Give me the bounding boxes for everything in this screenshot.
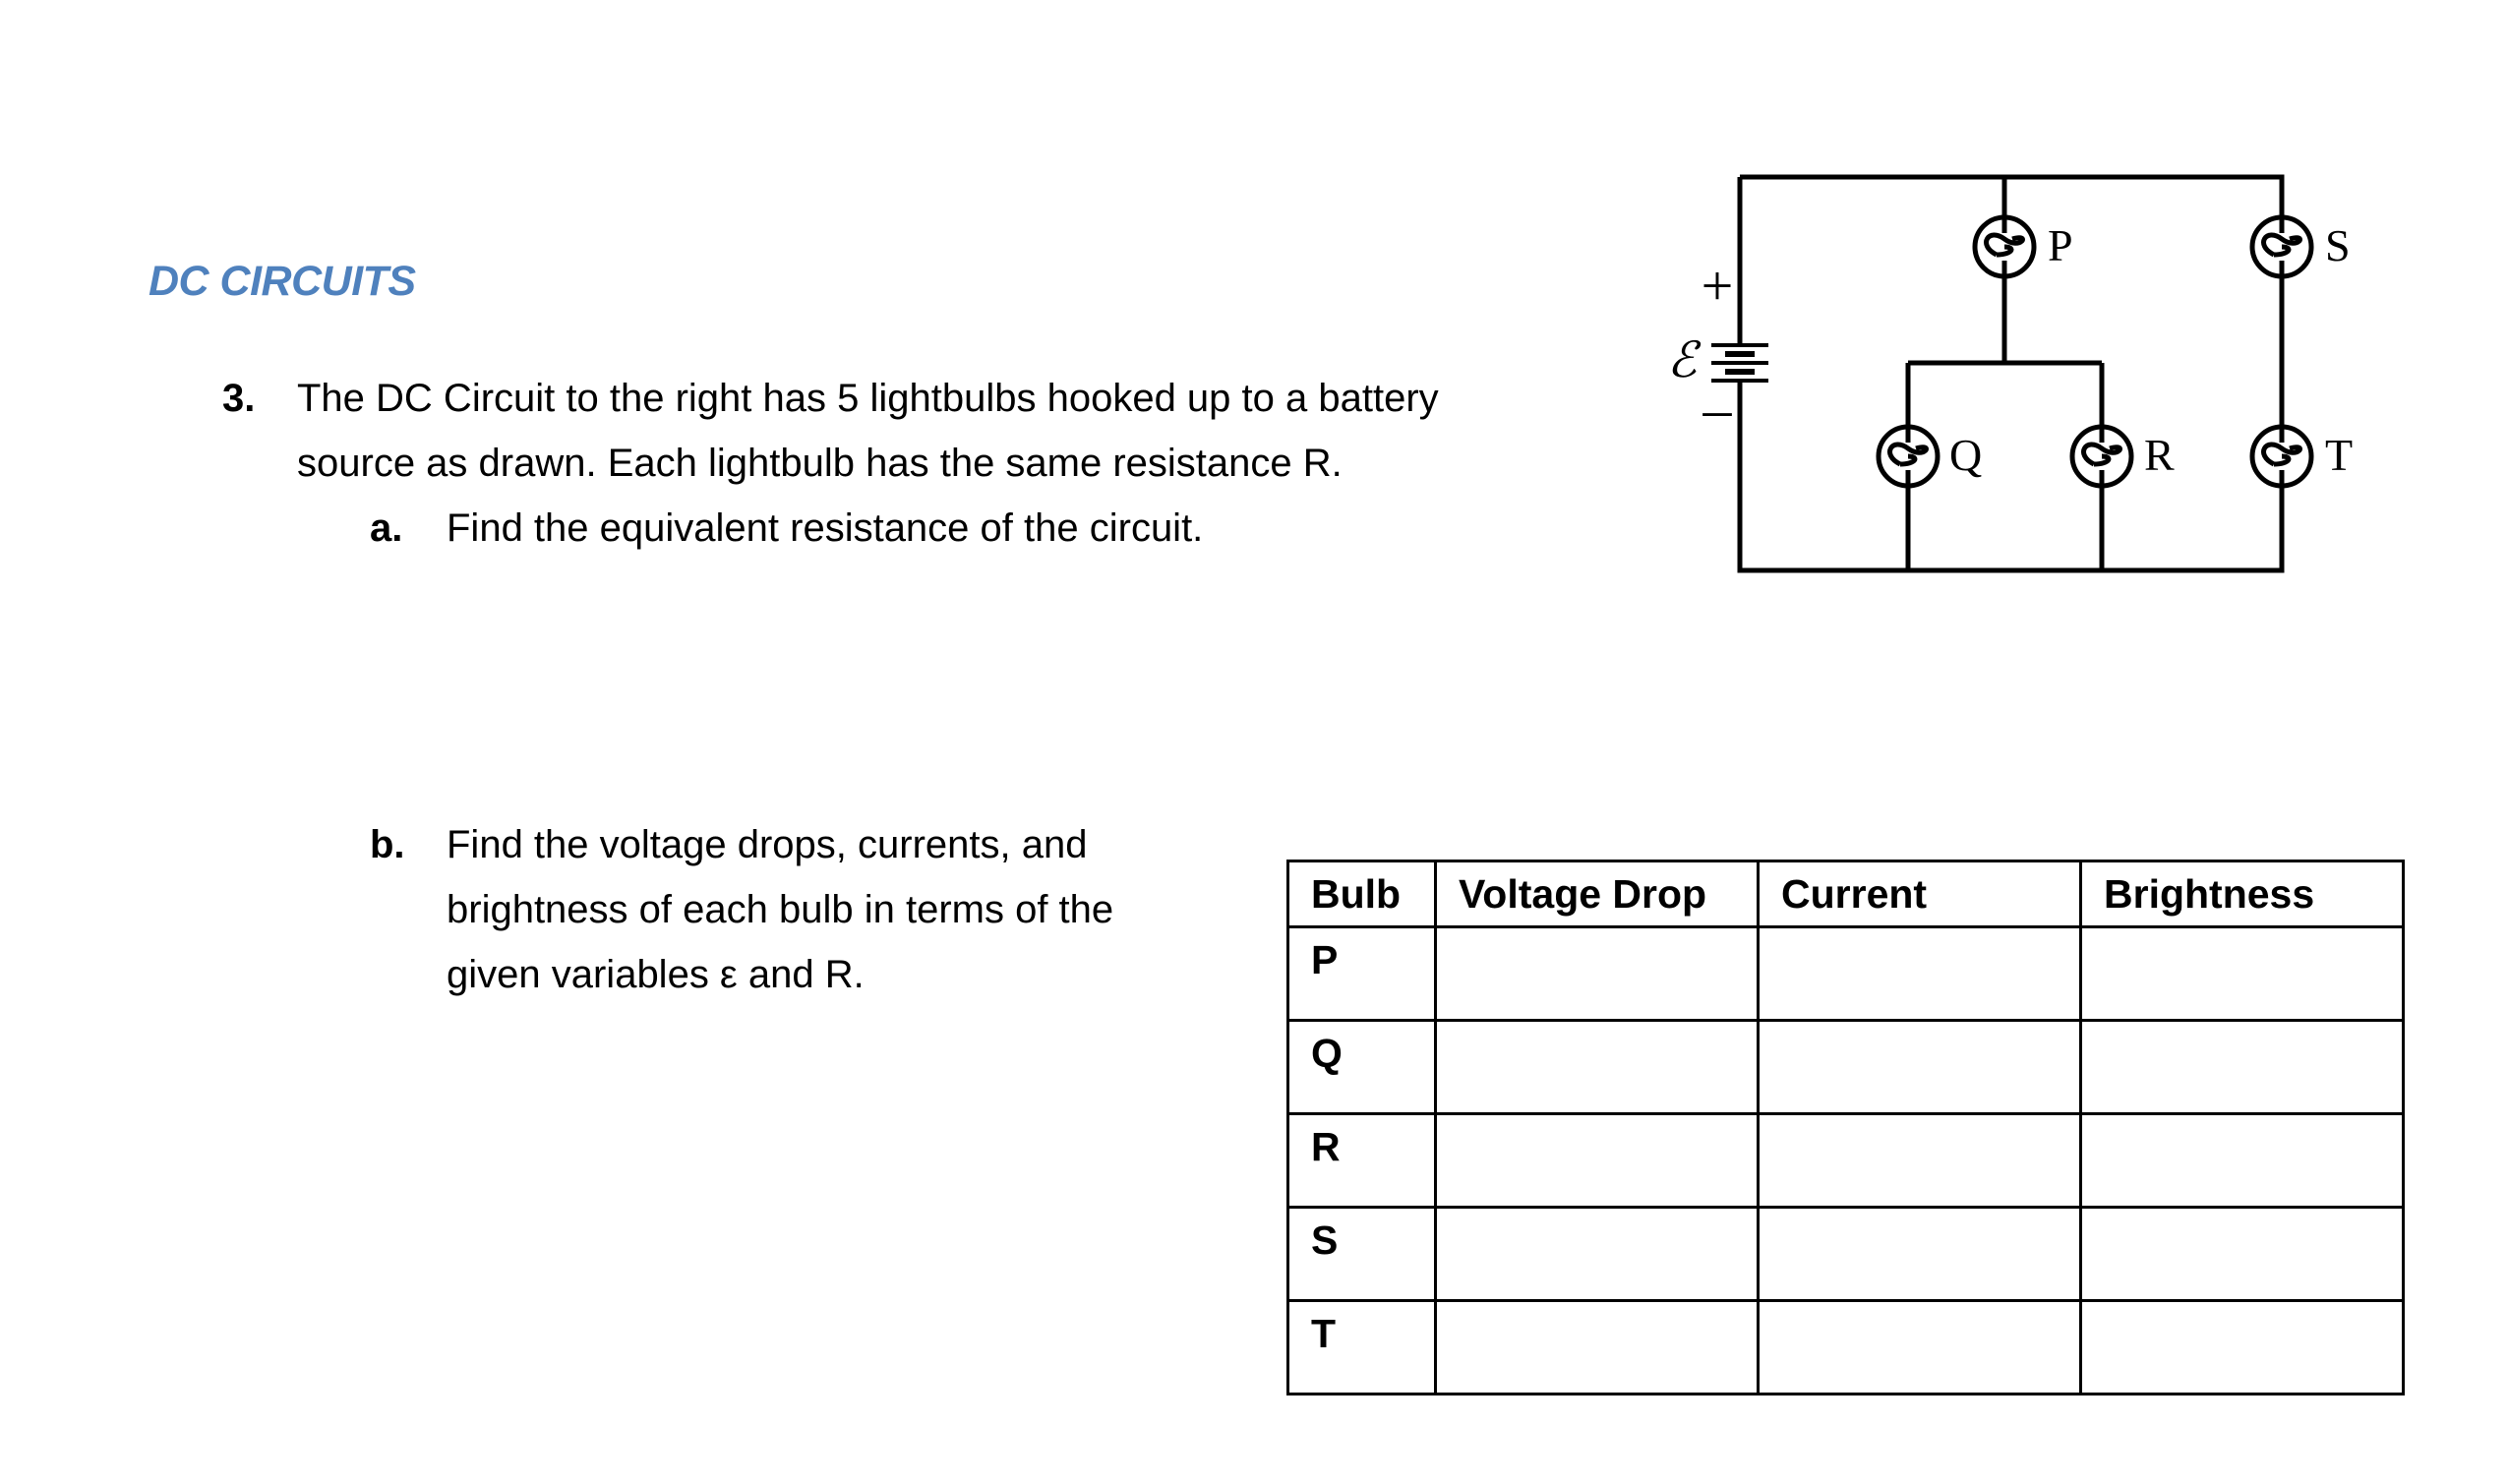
current-cell[interactable] bbox=[1759, 1208, 2081, 1301]
brightness-cell[interactable] bbox=[2081, 1114, 2404, 1208]
brightness-cell[interactable] bbox=[2081, 1208, 2404, 1301]
bulb-cell: S bbox=[1288, 1208, 1436, 1301]
header-current: Current bbox=[1759, 861, 2081, 927]
bulb-cell: P bbox=[1288, 927, 1436, 1021]
header-voltage-drop: Voltage Drop bbox=[1436, 861, 1759, 927]
question-text-line-1: The DC Circuit to the right has 5 lightbulbs hooked up to a battery bbox=[297, 377, 1439, 420]
bulb-p-icon bbox=[1975, 217, 2034, 276]
question-number: 3. bbox=[222, 377, 256, 420]
outer-wire bbox=[1740, 177, 2282, 570]
brightness-cell[interactable] bbox=[2081, 927, 2404, 1021]
current-cell[interactable] bbox=[1759, 927, 2081, 1021]
battery-minus-label: – bbox=[1702, 377, 1732, 441]
part-b-text-line-3: given variables ε and R. bbox=[447, 953, 865, 996]
table-header-row bbox=[1288, 861, 2404, 927]
table-row bbox=[1288, 1301, 2404, 1395]
circuit-diagram bbox=[1642, 138, 2410, 590]
bulb-cell: Q bbox=[1288, 1021, 1436, 1114]
bulb-cell: T bbox=[1288, 1301, 1436, 1395]
bulb-t-label: T bbox=[2325, 430, 2354, 480]
brightness-cell[interactable] bbox=[2081, 1021, 2404, 1114]
header-bulb: Bulb bbox=[1288, 861, 1436, 927]
bulb-t-icon bbox=[2252, 427, 2311, 486]
brightness-cell[interactable] bbox=[2081, 1301, 2404, 1395]
answer-table bbox=[1286, 860, 2405, 1395]
voltage-drop-cell[interactable] bbox=[1436, 927, 1759, 1021]
table-row bbox=[1288, 927, 2404, 1021]
bulb-s-icon bbox=[2252, 217, 2311, 276]
question-text-line-2: source as drawn. Each lightbulb has the same resistance R. bbox=[297, 442, 1343, 485]
table-row bbox=[1288, 1208, 2404, 1301]
bulb-q-icon bbox=[1879, 427, 1938, 486]
table-row bbox=[1288, 1021, 2404, 1114]
part-a-letter: a. bbox=[370, 506, 403, 550]
bulb-r-label: R bbox=[2144, 430, 2175, 480]
battery-plus-label: + bbox=[1701, 254, 1734, 318]
voltage-drop-cell[interactable] bbox=[1436, 1301, 1759, 1395]
part-a-text: Find the equivalent resistance of the circuit. bbox=[447, 506, 1204, 550]
part-b-text-line-1: Find the voltage drops, currents, and bbox=[447, 823, 1088, 866]
part-b-text-line-2: brightness of each bulb in terms of the bbox=[447, 888, 1114, 931]
current-cell[interactable] bbox=[1759, 1301, 2081, 1395]
header-brightness: Brightness bbox=[2081, 861, 2404, 927]
battery-icon bbox=[1711, 345, 1768, 381]
current-cell[interactable] bbox=[1759, 1021, 2081, 1114]
bulb-p-label: P bbox=[2048, 220, 2073, 270]
voltage-drop-cell[interactable] bbox=[1436, 1021, 1759, 1114]
table-row bbox=[1288, 1114, 2404, 1208]
voltage-drop-cell[interactable] bbox=[1436, 1114, 1759, 1208]
bulb-cell: R bbox=[1288, 1114, 1436, 1208]
voltage-drop-cell[interactable] bbox=[1436, 1208, 1759, 1301]
bulb-s-label: S bbox=[2325, 220, 2351, 270]
section-title: DC CIRCUITS bbox=[149, 258, 416, 305]
bulb-r-icon bbox=[2072, 427, 2131, 486]
current-cell[interactable] bbox=[1759, 1114, 2081, 1208]
emf-label: ℰ bbox=[1666, 332, 1698, 387]
part-b-letter: b. bbox=[370, 823, 405, 866]
bulb-q-label: Q bbox=[1949, 430, 1983, 480]
